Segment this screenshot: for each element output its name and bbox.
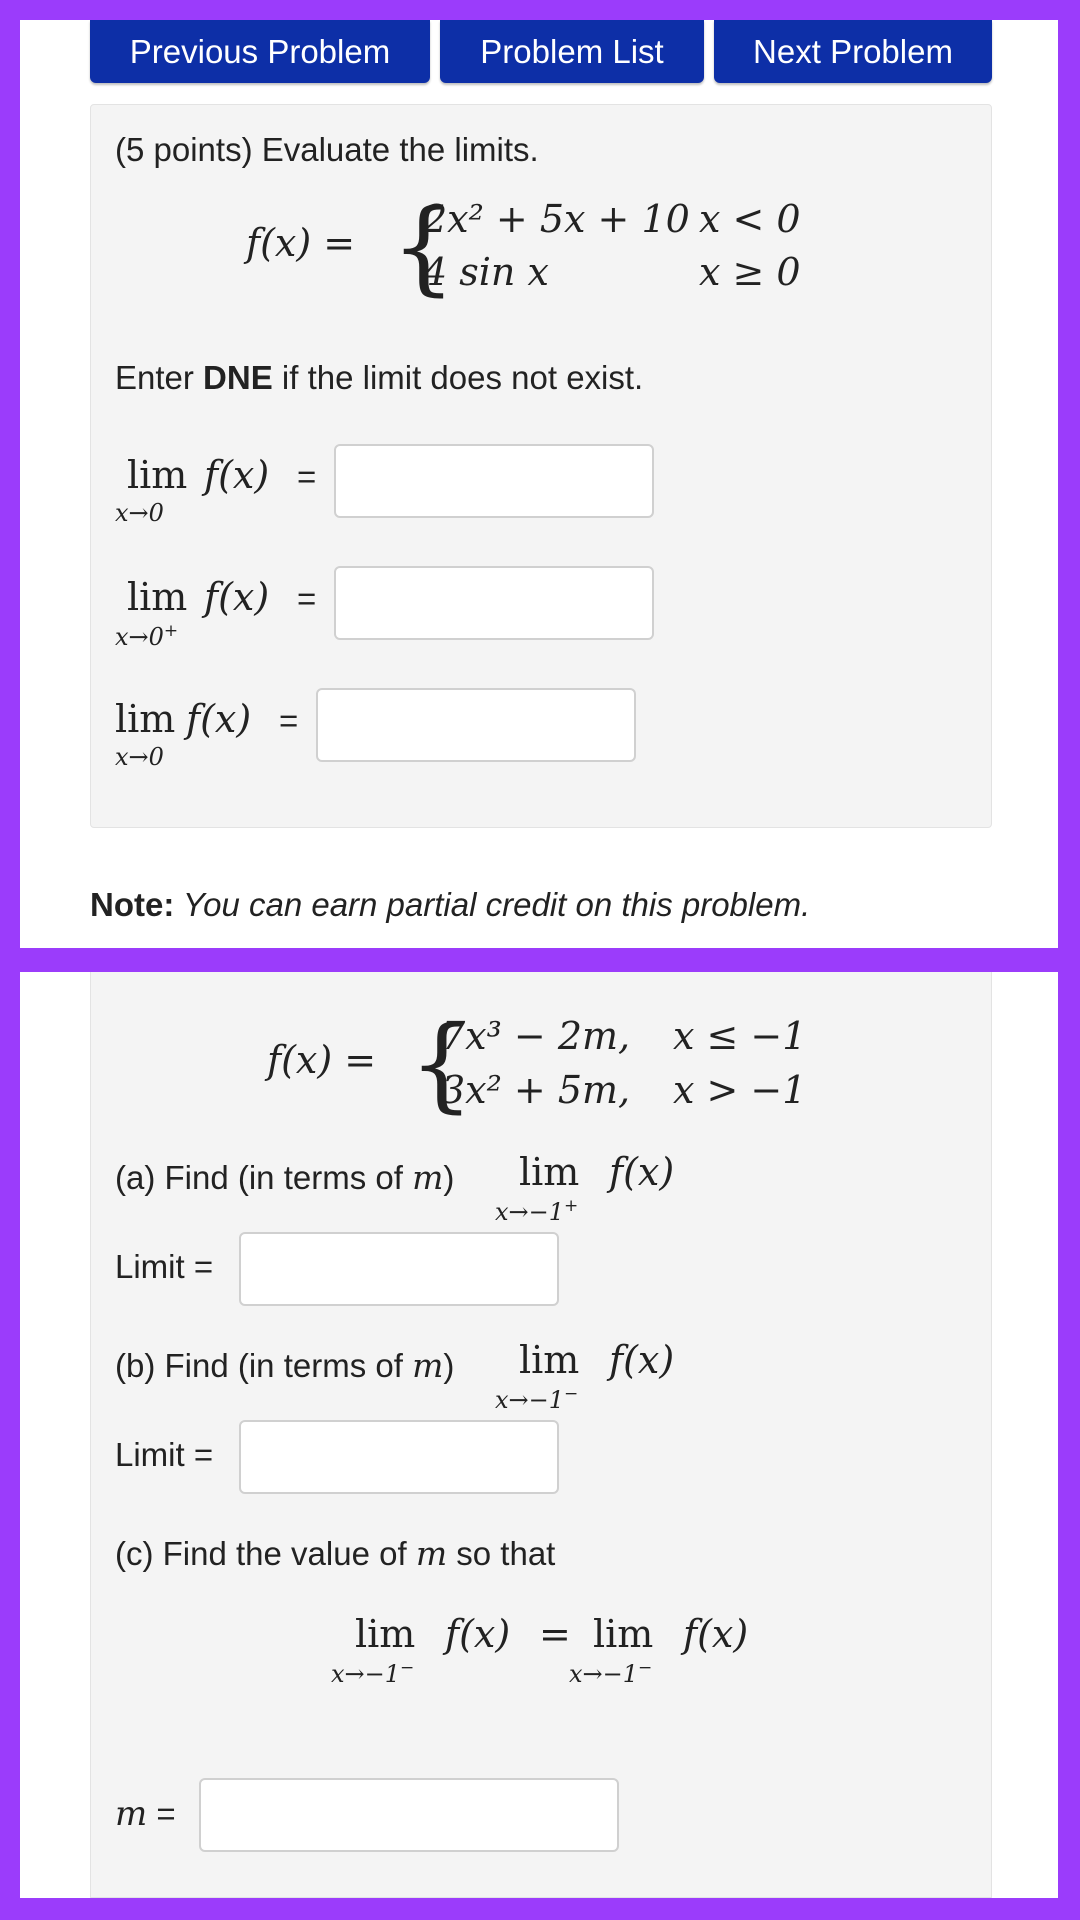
piece1-condition: x < 0 — [699, 197, 801, 241]
lim-label-3: lim — [115, 697, 176, 741]
part-c-input[interactable] — [199, 1778, 619, 1852]
piece2-expression: 4 sin x — [423, 250, 549, 294]
lim-subscript-2: x→0+ — [115, 621, 179, 651]
lim-subscript-c1: x→−1− — [331, 1658, 415, 1688]
lim-fx-1: f(x) — [204, 453, 270, 497]
lim-fx-3: f(x) — [186, 697, 252, 741]
lim-fx-c1: f(x) — [445, 1612, 511, 1656]
lim-fx-a: f(x) — [609, 1150, 675, 1194]
function-lhs-2: f(x) = — [267, 1038, 377, 1082]
piece2-expression-2: 3x² + 5m, — [441, 1068, 631, 1112]
lim-fx-c2: f(x) — [683, 1612, 749, 1656]
lim-subscript-a: x→−1+ — [495, 1196, 579, 1226]
piecewise-brace-2: { — [409, 1005, 474, 1124]
lim-subscript-c2: x→−1− — [569, 1658, 653, 1688]
m-label: m = — [115, 1794, 176, 1834]
problem-panel-2 — [20, 972, 1058, 1898]
previous-problem-button[interactable]: Previous Problem — [90, 20, 430, 83]
lim-subscript-b: x→−1− — [495, 1384, 579, 1414]
piece2-condition-2: x > −1 — [673, 1068, 807, 1112]
equals-1: = — [297, 458, 317, 495]
lim-fx-2: f(x) — [204, 575, 270, 619]
part-a-prompt: (a) Find (in terms of m) — [115, 1158, 455, 1197]
limit-label-b: Limit = — [115, 1436, 214, 1473]
lim-label-c1: lim — [355, 1612, 416, 1656]
problem-body — [90, 104, 992, 828]
limit-left-input[interactable] — [334, 444, 654, 518]
piecewise-brace: { — [391, 188, 456, 307]
part-a-input[interactable] — [239, 1232, 559, 1306]
lim-label-1: lim — [127, 453, 188, 497]
limit-two-sided-input[interactable] — [316, 688, 636, 762]
problem-body-2 — [90, 972, 992, 1898]
problem-panel-1 — [20, 20, 1058, 948]
next-problem-button[interactable]: Next Problem — [714, 20, 992, 83]
equals-c: = — [539, 1612, 571, 1656]
equals-3: = — [279, 702, 299, 739]
lim-subscript-1: x→0 — [115, 499, 164, 527]
part-b-input[interactable] — [239, 1420, 559, 1494]
partial-credit-note: Note: You can earn partial credit on this problem. — [90, 886, 811, 923]
limit-label-a: Limit = — [115, 1248, 214, 1285]
lim-label-a: lim — [519, 1150, 580, 1194]
function-lhs: f(x) = — [246, 221, 356, 265]
limit-right-input[interactable] — [334, 566, 654, 640]
part-b-prompt: (b) Find (in terms of m) — [115, 1346, 455, 1385]
problem-list-button[interactable]: Problem List — [440, 20, 704, 83]
problem-intro: (5 points) Evaluate the limits. — [115, 131, 539, 168]
part-c-prompt: (c) Find the value of m so that — [115, 1534, 556, 1573]
piece2-condition: x ≥ 0 — [699, 250, 801, 294]
lim-label-b: lim — [519, 1338, 580, 1382]
lim-label-2: lim — [127, 575, 188, 619]
lim-label-c2: lim — [593, 1612, 654, 1656]
piece1-expression: 2x² + 5x + 10 — [423, 197, 690, 241]
lim-subscript-3: x→0 — [115, 743, 164, 771]
piece1-condition-2: x ≤ −1 — [673, 1014, 807, 1058]
equals-2: = — [297, 580, 317, 617]
lim-fx-b: f(x) — [609, 1338, 675, 1382]
piece1-expression-2: 7x³ − 2m, — [441, 1014, 631, 1058]
dne-instruction: Enter DNE if the limit does not exist. — [115, 359, 644, 396]
